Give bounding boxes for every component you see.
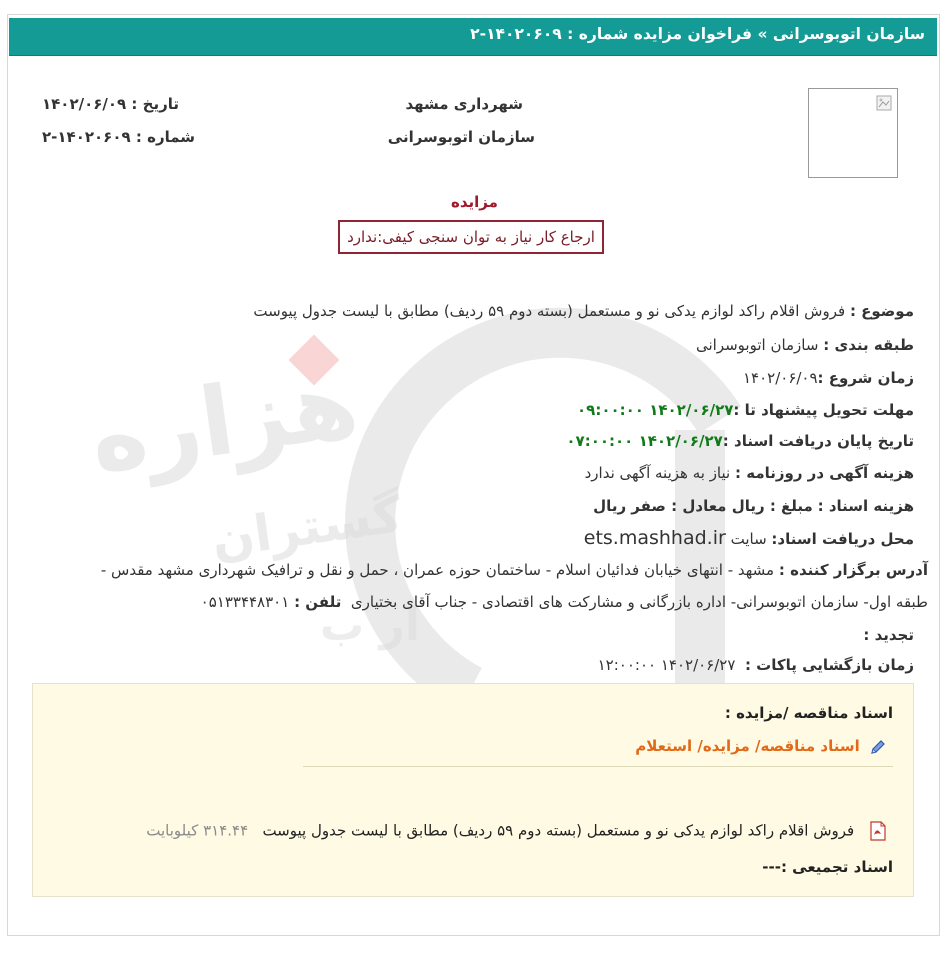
attachment-file-row[interactable] [146, 821, 887, 841]
subject-row [253, 302, 914, 320]
breadcrumb: سازمان اتوبوسرانی » فراخوان مزایده شماره : ۱۴۰۲۰۶۰۹-۲ [470, 25, 925, 43]
doc-cost-value: مبلغ : ریال معادل : صفر ریال [593, 497, 813, 515]
category-value: سازمان اتوبوسرانی [695, 336, 819, 354]
phone-value: ۰۵۱۳۳۴۴۸۳۰۱ [200, 593, 290, 611]
aggregate-documents-label: اسناد تجمیعی :--- [762, 858, 893, 876]
doc-end-label: تاریخ پایان دریافت اسناد : [722, 432, 914, 450]
ad-cost-value: نیاز به هزینه آگهی ندارد [584, 464, 731, 482]
attachments-divider [303, 766, 893, 767]
quality-assessment-box: ارجاع کار نیاز به توان سنجی کیفی:ندارد [338, 220, 604, 254]
watermark-sub-text: گستران [207, 485, 406, 570]
watermark-main-text: هزاره [83, 348, 365, 495]
receive-site-link[interactable]: ets.mashhad.ir [583, 527, 726, 549]
tender-documents-link[interactable] [635, 737, 887, 756]
edit-pencil-icon [869, 738, 887, 756]
address-row-2 [201, 593, 928, 611]
deadline-value: ۱۴۰۲/۰۶/۲۷ ۰۹:۰۰:۰۰ [577, 401, 734, 419]
attachments-section-label: اسناد مناقصه /مزایده : [724, 704, 893, 722]
opening-value: ۱۴۰۲/۰۶/۲۷ ۱۲:۰۰:۰۰ [597, 656, 736, 674]
subject-value: فروش اقلام راکد لوازم یدکی نو و مستعمل (بسته دوم ۵۹ ردیف) مطابق با لیست جدول پیوست [253, 302, 846, 320]
deadline-row [577, 401, 914, 419]
pdf-file-icon [869, 821, 887, 841]
receive-label: محل دریافت اسناد: [771, 530, 914, 548]
organization-name: سازمان اتوبوسرانی [387, 128, 535, 146]
start-label: زمان شروع : [817, 369, 914, 387]
category-label: طبقه بندی : [823, 336, 914, 354]
municipality-name: شهرداری مشهد [405, 95, 523, 113]
start-row [743, 369, 914, 387]
opening-label: زمان بازگشایی پاکات : [744, 656, 914, 674]
date-field: تاریخ : ۱۴۰۲/۰۶/۰۹ [42, 95, 179, 113]
deadline-label: مهلت تحویل پیشنهاد تا : [733, 401, 914, 419]
ad-cost-row [585, 464, 914, 482]
page-title: مزایده [451, 193, 498, 211]
header-bar [9, 18, 937, 56]
ad-cost-label: هزینه آگهی در روزنامه : [735, 464, 914, 482]
renewal-label: تجدید : [863, 626, 914, 644]
phone-label: تلفن : [294, 593, 342, 611]
category-row [696, 336, 914, 354]
address-row [101, 561, 928, 579]
attachment-file-size: ۳۱۴.۴۴ کیلوبایت [146, 821, 249, 840]
doc-cost-row [593, 497, 914, 515]
doc-cost-label: هزینه اسناد : [817, 497, 914, 515]
opening-row [598, 656, 914, 674]
doc-end-value: ۱۴۰۲/۰۶/۲۷ ۰۷:۰۰:۰۰ [566, 432, 723, 450]
number-field: شماره : ۱۴۰۲۰۶۰۹-۲ [42, 128, 196, 146]
address-line1: مشهد - انتهای خیابان فدائیان اسلام - ساختمان حوزه عمران ، حمل و نقل و ترافیک شهرداری مشهد مقدس - [100, 561, 775, 579]
start-value: ۱۴۰۲/۰۶/۰۹ [742, 369, 818, 387]
receive-row [584, 527, 914, 549]
address-label: آدرس برگزار کننده : [778, 561, 928, 579]
tender-documents-link-label: اسناد مناقصه/ مزایده/ استعلام [635, 737, 860, 755]
broken-image-icon [876, 95, 892, 111]
receive-value: سایت [730, 530, 767, 548]
organization-logo [808, 88, 898, 178]
doc-end-row [566, 432, 914, 450]
attachment-file-name: فروش اقلام راکد لوازم یدکی نو و مستعمل (بسته دوم ۵۹ ردیف) مطابق با لیست جدول پیوست [262, 821, 855, 840]
address-line2: طبقه اول- سازمان اتوبوسرانی- اداره بازرگانی و مشارکت های اقتصادی - جناب آقای بختیاری [350, 593, 928, 611]
watermark-brand-text: ار ب [320, 600, 420, 651]
renewal-row [863, 626, 914, 644]
attachments-panel [32, 683, 914, 897]
subject-label: موضوع : [849, 302, 914, 320]
